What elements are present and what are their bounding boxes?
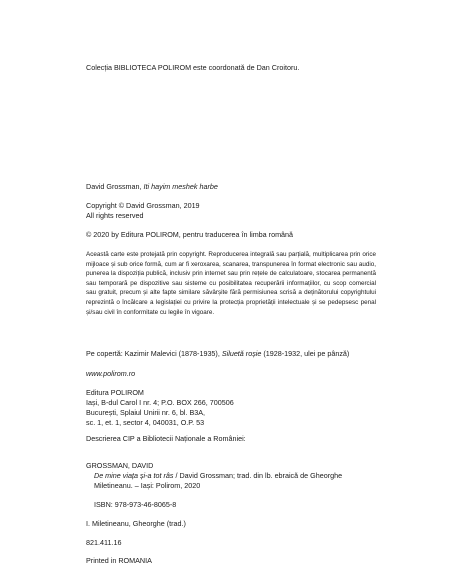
printed-in: Printed in ROMANIA xyxy=(86,556,152,565)
publisher-address xyxy=(86,388,376,428)
address-iasi: Iași, B-dul Carol I nr. 4; P.O. BOX 266, 700506 xyxy=(86,398,234,407)
original-title-line xyxy=(86,182,376,192)
cip-book-title: De mine viața și-a tot râs xyxy=(94,471,174,480)
cip-entry xyxy=(86,471,376,491)
cover-credit-suffix: (1928-1932, ulei pe pânză) xyxy=(261,349,350,358)
address-bucuresti: București, Splaiul Unirii nr. 6, bl. B3A, xyxy=(86,408,206,417)
original-title: Iti hayim meshek harbe xyxy=(143,182,218,191)
cip-author: GROSSMAN, DAVID xyxy=(86,461,154,470)
original-author: David Grossman, xyxy=(86,182,144,191)
copyright-notice xyxy=(86,201,376,221)
legal-notice: Această carte este protejată prin copyright. Reproducerea integrală sau parțială, multiplicarea prin orice mijloace și sub orice formă, cum ar fi xeroxarea, scanarea, transpunerea în format electronic sau audio, punerea la dispoziția publică, inclusiv prin internet sau prin rețele de calculatoare, stocarea permanentă sau temporară pe dispozitive sau sisteme cu posibilitatea recuperării informațiilor, cu scop comercial sau gratuit, precum și alte fapte similare săvârșite fără permisiunea scrisă a deținătorului copyrightului reprezintă o încălcare a legislației cu privire la protecția proprietății intelectuale și se pedepsesc penal și/sau civil în conformitate cu legile în vigoare. xyxy=(86,251,376,316)
copyright-line: Copyright © David Grossman, 2019 xyxy=(86,201,200,210)
isbn: ISBN: 978-973-46-8065-8 xyxy=(94,500,177,509)
series-note: Colecția BIBLIOTECA POLIROM este coordonată de Dan Croitoru. xyxy=(86,63,300,72)
cip-heading: Descrierea CIP a Bibliotecii Naționale a României: xyxy=(86,434,246,443)
rights-reserved: All rights reserved xyxy=(86,211,144,220)
cip-translator: I. Miletineanu, Gheorghe (trad.) xyxy=(86,519,186,528)
translation-rights: © 2020 by Editura POLIROM, pentru traducerea în limba română xyxy=(86,230,294,239)
website: www.polirom.ro xyxy=(86,369,136,378)
cip-classification: 821.411.16 xyxy=(86,538,122,547)
cover-work-title: Siluetă roșie xyxy=(221,349,262,358)
publisher-name: Editura POLIROM xyxy=(86,388,144,397)
address-bucuresti-2: sc. 1, et. 1, sector 4, 040031, O.P. 53 xyxy=(86,418,205,427)
cover-credit xyxy=(86,349,376,359)
cover-credit-prefix: Pe copertă: Kazimir Malevici (1878-1935), xyxy=(86,349,222,358)
cip-entry-details: / David Grossman; trad. din lb. ebraică de Gheorghe Miletineanu. – Iași: Polirom, 2020 xyxy=(94,471,343,490)
